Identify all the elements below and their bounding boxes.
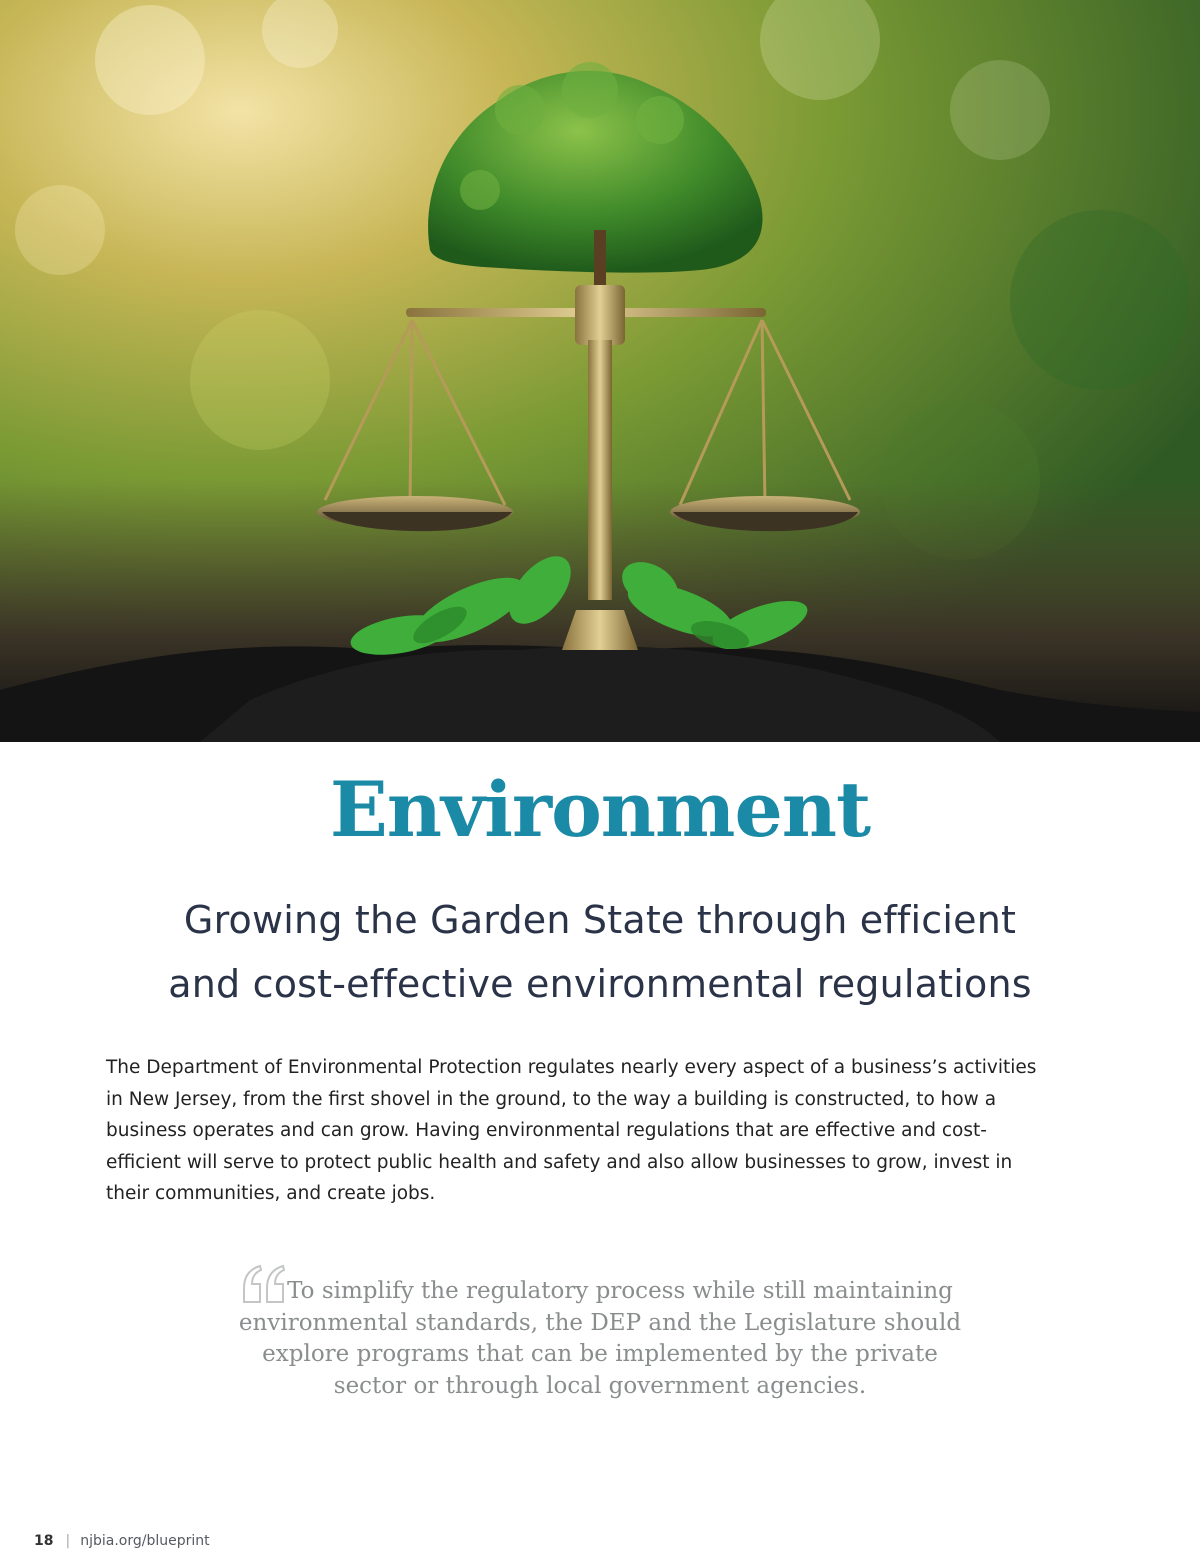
quote-line: sector or through local government agencies. [333, 1372, 867, 1399]
hero-image [0, 0, 1200, 742]
subtitle-line: and cost-effective environmental regulations [168, 962, 1032, 1006]
page-subtitle [60, 888, 1140, 1016]
footer-url[interactable]: njbia.org/blueprint [80, 1533, 210, 1549]
body-line: in New Jersey, from the first shovel in the ground, to the way a building is constructed, to how a [106, 1088, 997, 1110]
page-footer [34, 1534, 210, 1548]
quote-line: To simplify the regulatory process while still maintaining [287, 1278, 953, 1304]
subtitle-line: Growing the Garden State through efficient [183, 898, 1017, 942]
pull-quote [230, 1276, 970, 1402]
body-line: their communities, and create jobs. [106, 1183, 436, 1205]
body-line: business operates and can grow. Having environmental regulations that are effective and cost- [106, 1120, 987, 1142]
body-line: The Department of Environmental Protection regulates nearly every aspect of a business’s activities [106, 1057, 1037, 1078]
body-paragraph [106, 1052, 1096, 1210]
page-title: Environment [329, 765, 871, 854]
quote-line: explore programs that can be implemented by the private [262, 1341, 938, 1367]
page-number: 18 [34, 1533, 54, 1549]
body-line: efficient will serve to protect public health and safety and also allow businesses to grow, invest in [106, 1151, 1013, 1173]
footer-separator: | [65, 1533, 71, 1549]
quote-line: environmental standards, the DEP and the Legislature should [238, 1309, 962, 1336]
